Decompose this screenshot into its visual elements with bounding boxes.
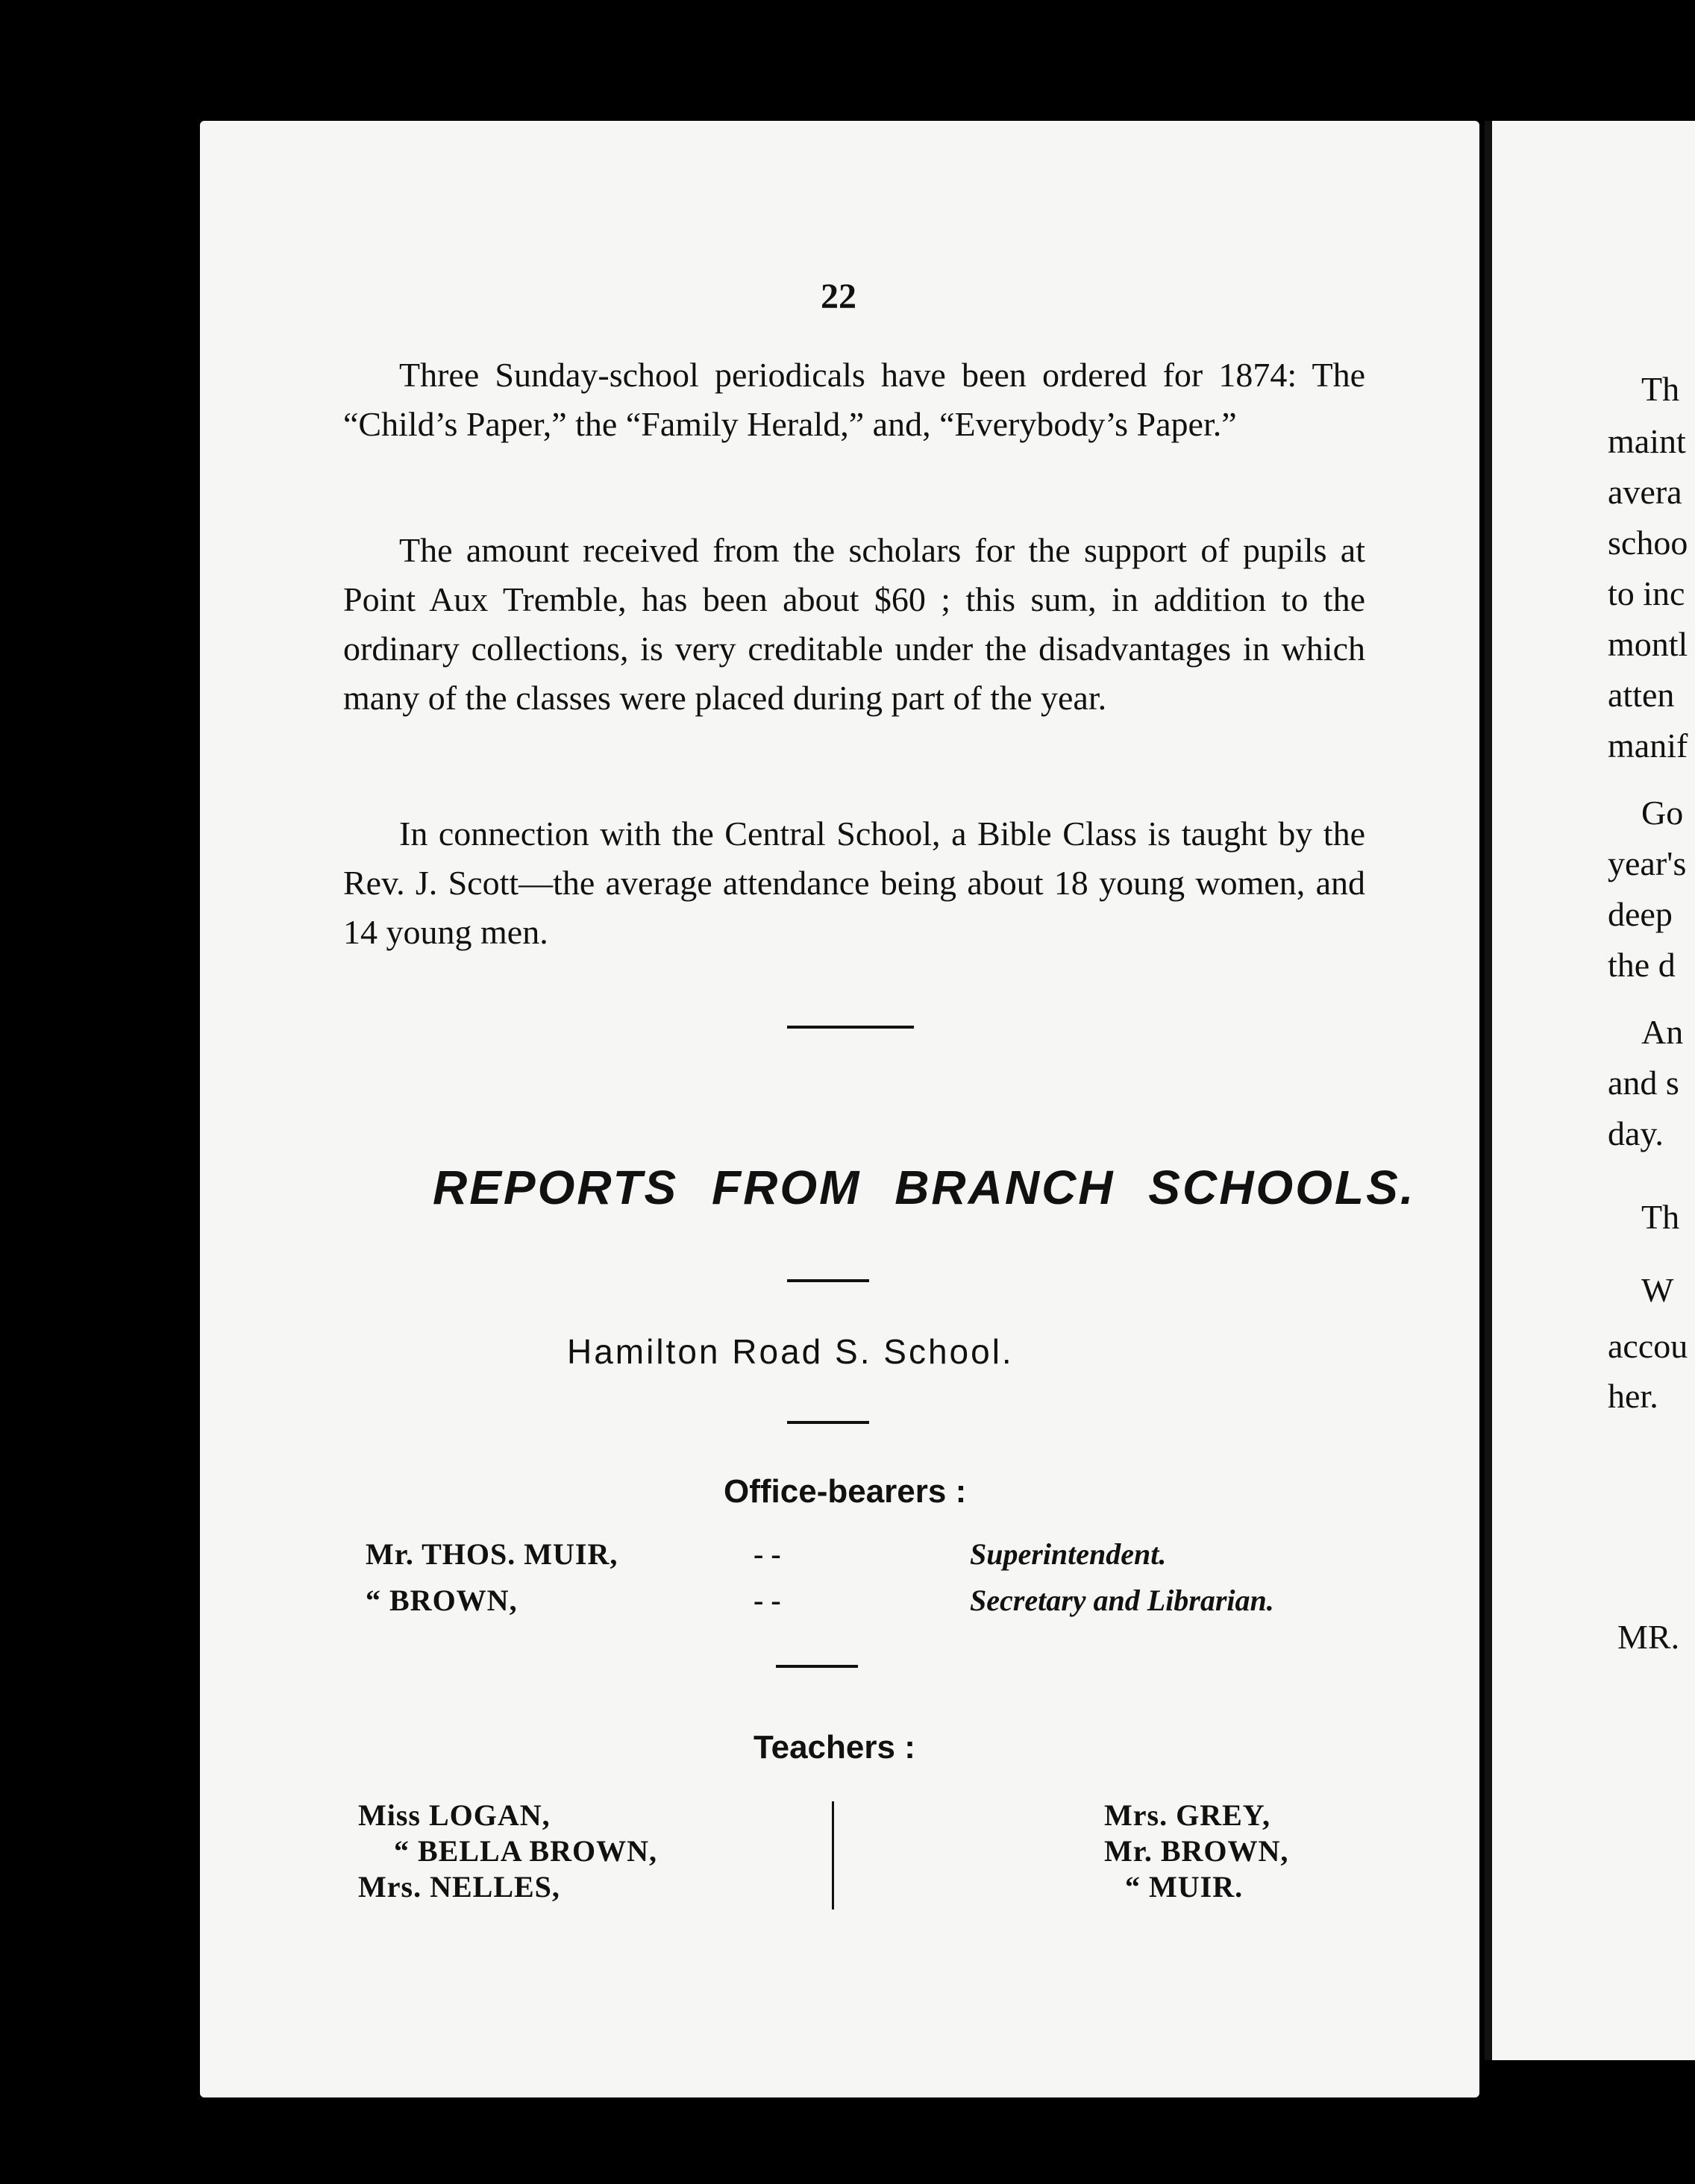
right-page-text: the d [1608, 946, 1676, 984]
right-page-text: schoo [1608, 524, 1688, 562]
teachers-right-column [1104, 1798, 1288, 1905]
column-divider [832, 1801, 834, 1910]
right-page-text: Go [1641, 794, 1684, 832]
officer-row [366, 1583, 1335, 1622]
teachers-heading: Teachers : [753, 1729, 915, 1766]
officer-name: Mr. THOS. MUIR, [366, 1537, 618, 1571]
right-page-text: and s [1608, 1064, 1679, 1102]
right-page-text: manif [1608, 727, 1688, 765]
right-page-text: W [1641, 1271, 1674, 1309]
officer-row [366, 1537, 1335, 1575]
teacher-name: Mrs. NELLES, [358, 1870, 560, 1904]
teacher-name: “ BELLA BROWN, [394, 1834, 657, 1868]
teachers-left-column [358, 1798, 657, 1905]
right-page-text: MR. [1617, 1618, 1680, 1656]
leader-dots: - - [753, 1584, 781, 1617]
right-page-text: Th [1641, 370, 1680, 408]
officer-role: Superintendent. [970, 1537, 1167, 1571]
officer-name: “ BROWN, [366, 1584, 518, 1617]
leader-dots: - - [753, 1537, 781, 1571]
right-page-text: accou [1608, 1327, 1688, 1365]
right-page-text: Th [1641, 1198, 1680, 1236]
teacher-name: Miss LOGAN, [358, 1798, 551, 1832]
school-heading: Hamilton Road S. School. [567, 1332, 1014, 1371]
right-page-text: maint [1608, 422, 1686, 460]
right-page-text: montl [1608, 625, 1688, 663]
right-page-text: day. [1608, 1114, 1664, 1152]
divider-rule [787, 1279, 869, 1282]
divider-rule [776, 1665, 858, 1668]
right-page-text: to inc [1608, 574, 1685, 612]
divider-rule [787, 1026, 914, 1029]
right-page-text: her. [1608, 1377, 1658, 1415]
divider-rule [787, 1421, 869, 1424]
page-number: 22 [821, 277, 856, 316]
section-heading: REPORTS FROM BRANCH SCHOOLS. [433, 1161, 1416, 1214]
paragraph-point-aux-tremble: The amount received from the scholars for the support of pupils at Point Aux Tremble, has been about $60 ; this sum, in addition to the ordinary collections, is very creditable under the disadvantages in which many of the classes were placed during part of the year. [343, 531, 1365, 717]
right-page-text: avera [1608, 473, 1682, 511]
teacher-name: Mr. BROWN, [1104, 1834, 1289, 1868]
officer-role: Secretary and Librarian. [970, 1584, 1274, 1617]
right-page-text: year's [1608, 844, 1687, 882]
right-page-text: atten [1608, 676, 1675, 714]
office-bearers-heading: Office-bearers : [724, 1473, 967, 1510]
paragraph-bible-class: In connection with the Central School, a Bible Class is taught by the Rev. J. Scott—the average attendance being about 18 young women, and 14 young men. [343, 815, 1365, 951]
teacher-name: Mrs. GREY, [1104, 1798, 1271, 1832]
teacher-name: “ MUIR. [1125, 1870, 1244, 1904]
right-page-text: deep [1608, 895, 1673, 933]
right-page-text: An [1641, 1013, 1684, 1051]
paragraph-periodicals: Three Sunday-school periodicals have been ordered for 1874: The “Child’s Paper,” the “Family Herald,” and, “Everybody’s Paper.” [343, 356, 1365, 443]
